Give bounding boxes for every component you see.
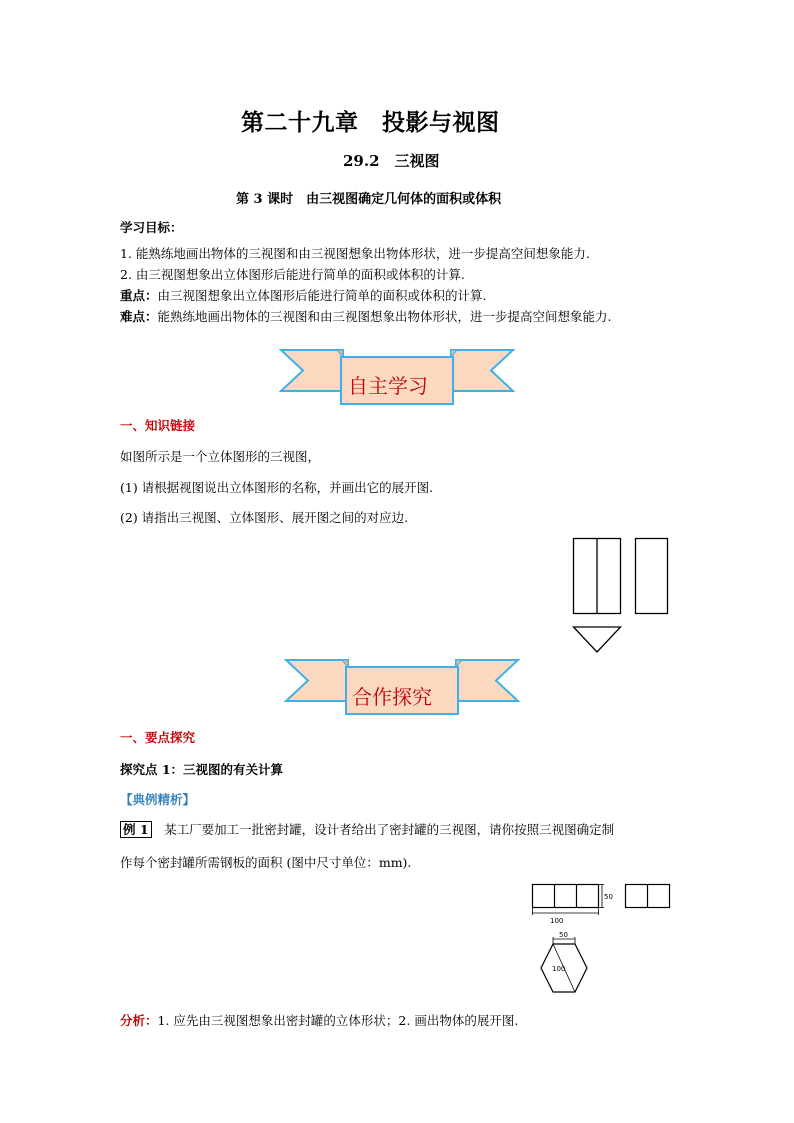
knowledge-link-heading: 一、知识链接 [120, 418, 196, 433]
question-2: (2) 请指出三视图、立体图形、展开图之间的对应边. [120, 510, 409, 525]
objectives-heading: 学习目标： [120, 220, 183, 235]
hexagonal-prism-figure [528, 878, 674, 998]
banner-label-1: 自主学习 [348, 374, 428, 398]
difficulty-point [120, 307, 612, 325]
question-1: (1) 请根据视图说出立体图形的名称，并画出它的展开图. [120, 480, 434, 495]
side-view [636, 539, 668, 614]
explore-point-title: 探究点 1：三视图的有关计算 [120, 762, 284, 777]
example-text-1: 某工厂要加工一批密封罐，设计者给出了密封罐的三视图，请你按照三视图确定制 [151, 822, 615, 837]
difficulty-text: 能熟练地画出物体的三视图和由三视图想象出物体形状，进一步提高空间想象能力. [157, 309, 612, 324]
section-title: 29.2 三视图 [343, 152, 440, 170]
example-line-2: 作每个密封罐所需钢板的面积 (图中尺寸单位：mm). [120, 855, 412, 870]
dim-label: 50 [559, 931, 568, 939]
example-line-1 [120, 820, 614, 838]
key-explore-heading: 一、要点探究 [120, 730, 196, 745]
dim-label: 50 [604, 893, 613, 901]
dim-label: 100 [550, 917, 564, 925]
objective-item: 2. 由三视图想象出立体图形后能进行简单的面积或体积的计算. [120, 267, 465, 282]
banner-label-2: 合作探究 [352, 685, 432, 709]
key-point [120, 286, 487, 304]
lesson-title: 第 3 课时 由三视图确定几何体的面积或体积 [236, 192, 502, 207]
top-view-triangle [574, 627, 621, 652]
dim-label: 100 [552, 965, 566, 973]
chapter-title: 第二十九章 投影与视图 [241, 109, 500, 136]
front-view [533, 885, 599, 908]
example-tag: 【典例精析】 [120, 792, 196, 807]
intro-text: 如图所示是一个立体图形的三视图， [120, 449, 321, 464]
three-view-figure [570, 535, 674, 657]
analysis-text: 1. 应先由三视图想象出密封罐的立体形状；2. 画出物体的展开图. [157, 1013, 519, 1028]
key-label: 重点： [120, 288, 158, 303]
key-text: 由三视图想象出立体图形后能进行简单的面积或体积的计算. [157, 288, 487, 303]
example-label: 例 1 [120, 821, 152, 838]
analysis-label: 分析： [120, 1013, 158, 1028]
difficulty-label: 难点： [120, 309, 158, 324]
analysis-line [120, 1011, 518, 1029]
objective-item: 1. 能熟练地画出物体的三视图和由三视图想象出物体形状，进一步提高空间想象能力. [120, 246, 590, 261]
